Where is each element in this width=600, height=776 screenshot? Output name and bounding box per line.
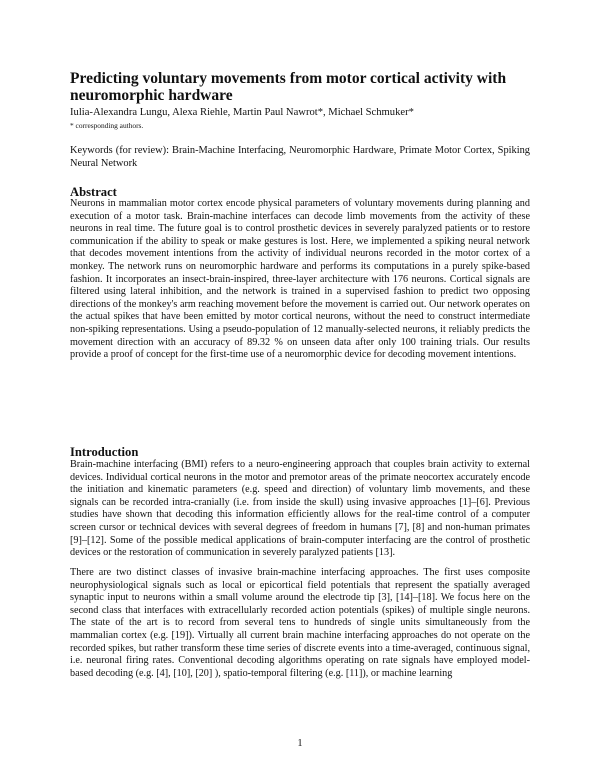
abstract-text: Neurons in mammalian motor cortex encode physical parameters of voluntary movements during planning and execution of a motor task. Brain-machine interfaces can decode limb movements from the activity of these neurons in real time. The future goal is to control prosthetic devices in severely paralyzed patients or to restore communication if the ability to speak or make gestures is lost. Here, we implemented a spiking neural network that decodes movement intentions from the activity of individual neurons recorded in the motor cortex of a monkey. The network runs on neuromorphic hardware and performs its computations in a purely spike-based fashion. It incorporates an insect-brain-inspired, three-layer architecture with 176 neurons. Cortical signals are filtered using lateral inhibition, and the network is trained in a supervised fashion to predict two opposing directions of the monkey's arm reaching movement before the movement is carried out. Our network operates on the actual spikes that have been emitted by motor cortical neurons, without the need to construct intermediate non-spiking representations. Using a pseudo-population of 12 manually-selected neurons, it reliably predicts the movement direction with an accuracy of 89.32 % on unseen data after only 100 training trials. Our results provide a proof of concept for the first-time use of a neuromorphic device for decoding movement intentions. [70,198,530,361]
paper-title: Predicting voluntary movements from motor cortical activity with neuromorphic hardware [70,70,507,104]
corresponding-note: * corresponding authors. [70,121,144,130]
page-number: 1 [297,738,303,749]
introduction-paragraph-1: Brain-machine interfacing (BMI) refers to a neuro-engineering approach that couples brain activity to external devices. Individual cortical neurons in the motor and premotor areas of the primate neocortex accurately encode the initiation and kinematic parameters (e.g. speed and direction) of voluntary limb movements, and these signals can be recorded intra-cranially (i.e. from inside the skull) using invasive approaches [1]–[6]. Previous studies have shown that decoding this information efficiently allows for the real-time control of a computer screen cursor or technical devices with several degrees of freedom in humans [7], [8] and non-human primates [9]–[12]. Some of the possible medical applications of brain-computer interfacing are the control of prosthetic devices or the restoration of communication in severely paralyzed patients [13]. [70,459,530,559]
introduction-paragraph-2: There are two distinct classes of invasive brain-machine interfacing approaches. The first uses composite neurophysiological signals such as local or epicortical field potentials that represent the spatially averaged synaptic input to neurons within a small volume around the electrode tip [3], [14]–[18]. We focus here on the second class that interfaces with extracellularly recorded action potentials (spikes) of multiple single neurons. The state of the art is to record from several tens to hundreds of single units simultaneously from the mammalian cortex (e.g. [19]). Virtually all current brain machine interfacing approaches do not operate on the recorded spikes, but rather transform these time series of discrete events into a time-averaged, continuous signal, i.e. neuronal firing rates. Conventional decoding algorithms operating on rate signals have employed model-based decoding (e.g. [4], [10], [20] ), spatio-temporal filtering (e.g. [11]), or machine learning [70,567,530,679]
author-list: Iulia-Alexandra Lungu, Alexa Riehle, Martin Paul Nawrot*, Michael Schmuker* [70,107,414,118]
abstract-heading: Abstract [70,185,117,199]
introduction-heading: Introduction [70,445,139,459]
keywords: Keywords (for review): Brain-Machine Interfacing, Neuromorphic Hardware, Primate Motor Cortex, Spiking Neural Network [70,145,530,169]
